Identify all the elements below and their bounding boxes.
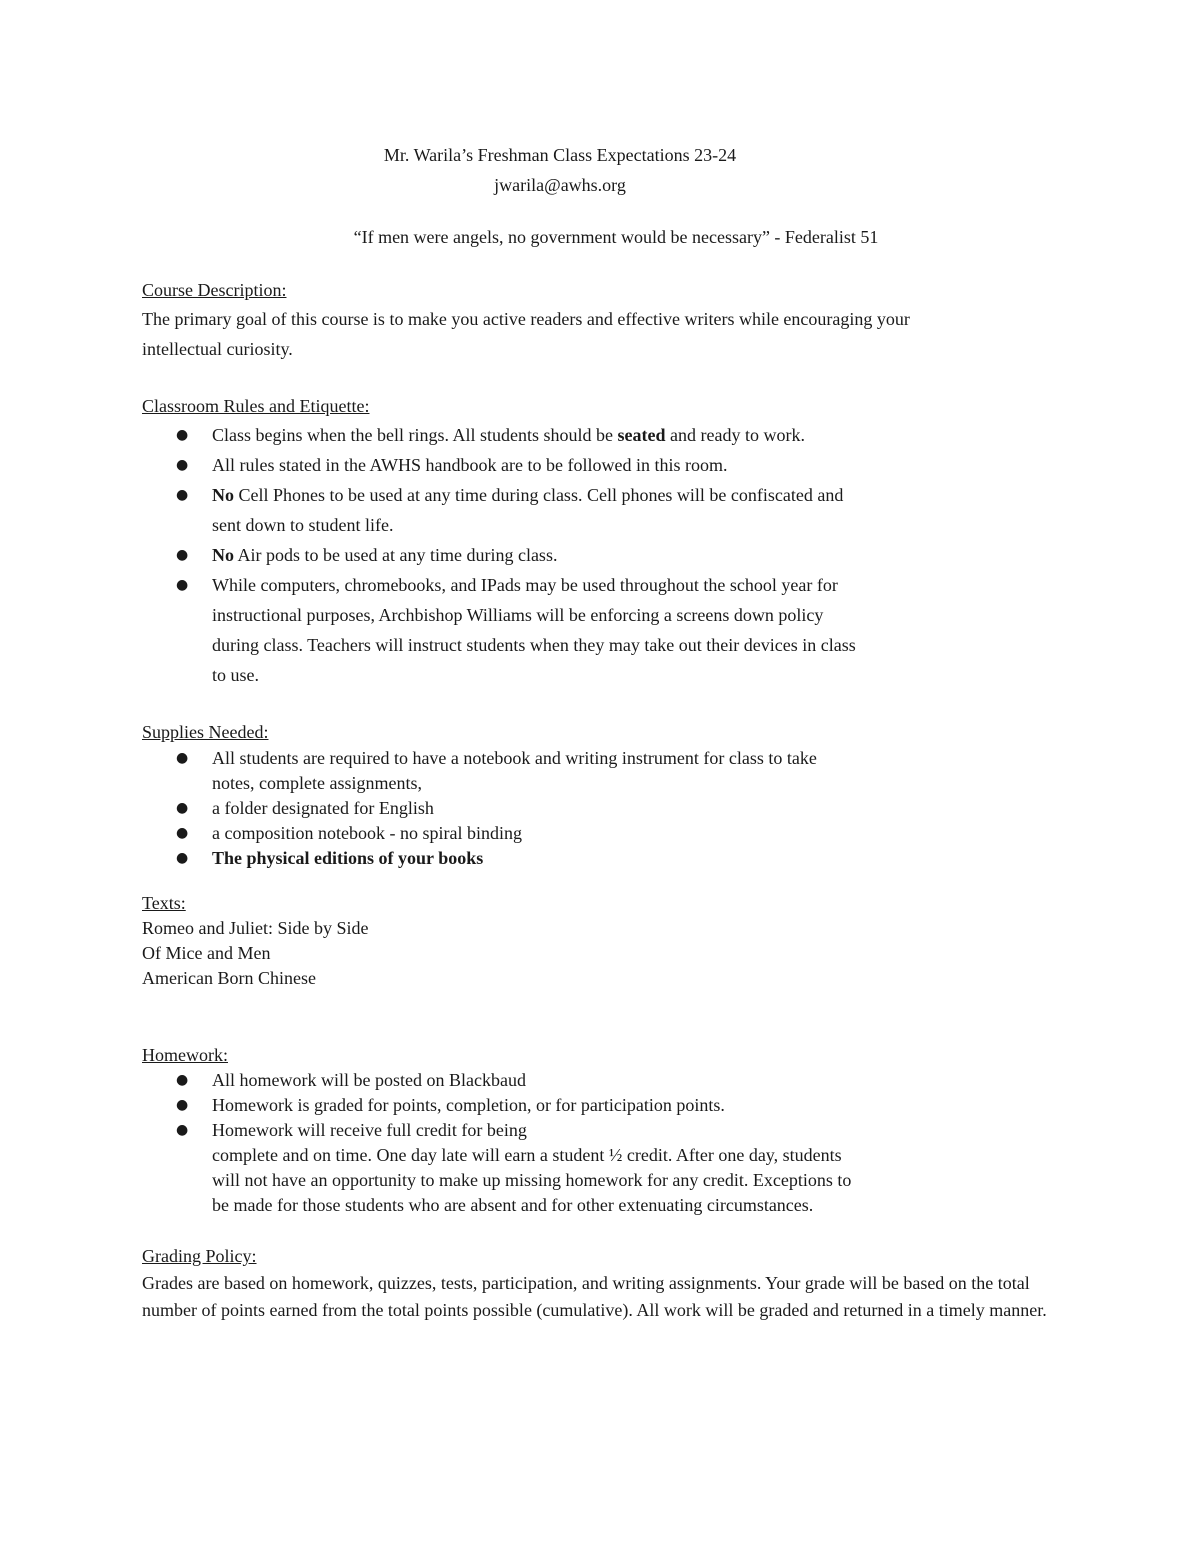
homework-credit-details: complete and on time. One day late will earn a student ½ credit. After one day, students will not have an opportunity to make up missing homework for any credit. Exceptions to be made for those students who are absent and for other extenuating circumstances. bbox=[212, 1145, 852, 1215]
list-item bbox=[212, 1118, 862, 1218]
grading-policy-section bbox=[142, 1242, 1062, 1324]
rule-text: Cell Phones to be used at any time during class. Cell phones will be confiscated and sent down to student life. bbox=[212, 485, 844, 535]
classroom-rules-list bbox=[142, 420, 1062, 690]
course-description-heading: Course Description: bbox=[142, 280, 287, 300]
rule-text: Class begins when the bell rings. All students should be bbox=[212, 425, 618, 445]
text-title: American Born Chinese bbox=[142, 968, 316, 988]
list-item: ● While computers, chromebooks, and IPads may be used throughout the school year for instructional purposes, Archbishop Williams will be enforcing a screens down policy during class. Teachers will instruct students when they may take out their devices in class to use. bbox=[212, 570, 862, 690]
list-item: ● All homework will be posted on Blackbaud bbox=[212, 1068, 862, 1093]
course-description-text: The primary goal of this course is to make you active readers and effective writers while encouraging your intellectual curiosity. bbox=[142, 309, 910, 359]
texts-heading: Texts: bbox=[142, 893, 186, 913]
classroom-rules-heading: Classroom Rules and Etiquette: bbox=[142, 396, 370, 416]
list-item: ● The physical editions of your books bbox=[212, 846, 862, 871]
homework-list bbox=[142, 1068, 1062, 1218]
classroom-rules-section bbox=[142, 392, 1062, 690]
rule-emphasis: No bbox=[212, 485, 234, 505]
supplies-heading: Supplies Needed: bbox=[142, 722, 269, 742]
text-title: Romeo and Juliet: Side by Side bbox=[142, 918, 369, 938]
list-item: ● a folder designated for English bbox=[212, 796, 862, 821]
teacher-email: jwarila@awhs.org bbox=[494, 175, 626, 195]
grading-policy-heading: Grading Policy: bbox=[142, 1246, 257, 1266]
page-title: Mr. Warila’s Freshman Class Expectations 23-24 bbox=[383, 145, 737, 165]
grading-policy-text: Grades are based on homework, quizzes, tests, participation, and writing assignments. Your grade will be based on the total number of points earned from the total points possible (cumulative). All work will be graded and returned in a timely manner. bbox=[142, 1273, 1047, 1320]
epigraph-quote: “If men were angels, no government would be necessary” - Federalist 51 bbox=[353, 227, 879, 247]
list-item: ● All rules stated in the AWHS handbook are to be followed in this room. bbox=[212, 450, 862, 480]
list-item: ● All students are required to have a notebook and writing instrument for class to take notes, complete assignments, bbox=[212, 746, 862, 796]
list-item: ● Homework is graded for points, completion, or for participation points. bbox=[212, 1093, 862, 1118]
homework-section bbox=[142, 1043, 1062, 1218]
document-page bbox=[142, 140, 1062, 1324]
homework-heading: Homework: bbox=[142, 1045, 228, 1065]
list-item bbox=[212, 480, 862, 540]
list-item: ● a composition notebook - no spiral binding bbox=[212, 821, 862, 846]
supplies-section bbox=[142, 718, 1062, 871]
rule-text: Air pods to be used at any time during class. bbox=[234, 545, 558, 565]
list-item bbox=[212, 420, 862, 450]
course-description-section bbox=[142, 276, 1062, 364]
homework-credit-line: ● Homework will receive full credit for being bbox=[212, 1120, 527, 1140]
supplies-list bbox=[142, 746, 1062, 871]
rule-text: and ready to work. bbox=[665, 425, 805, 445]
texts-section bbox=[142, 891, 1062, 991]
rule-emphasis: No bbox=[212, 545, 234, 565]
document-header bbox=[142, 140, 1062, 252]
text-title: Of Mice and Men bbox=[142, 943, 271, 963]
rule-emphasis: seated bbox=[617, 425, 666, 445]
list-item bbox=[212, 540, 862, 570]
